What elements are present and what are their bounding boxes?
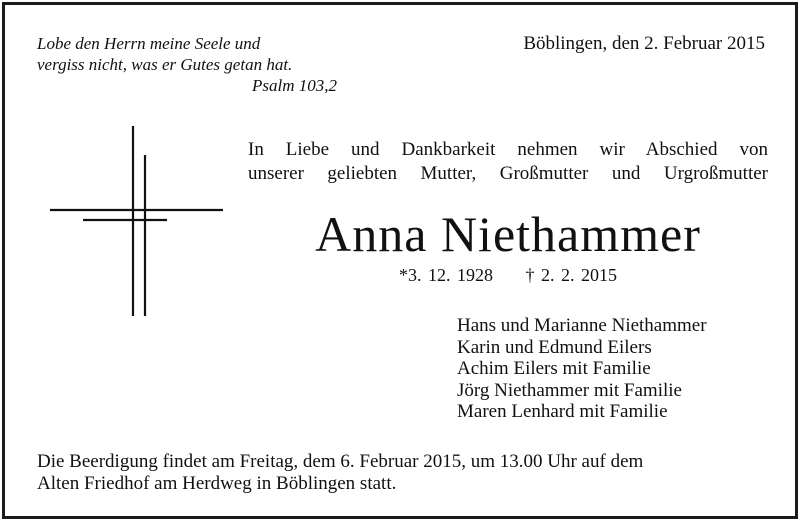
funeral-info [37, 451, 767, 495]
place-date: Böblingen, den 2. Februar 2015 [523, 33, 765, 54]
birth-date: *3. 12. 1928 [399, 265, 493, 285]
funeral-line: Alten Friedhof am Herdweg in Böblingen statt. [37, 473, 397, 494]
mourners-list [457, 315, 707, 423]
obituary-notice [2, 2, 798, 519]
mourner-entry: Achim Eilers mit Familie [457, 358, 651, 379]
funeral-line: Die Beerdigung findet am Freitag, dem 6. Februar 2015, um 13.00 Uhr auf dem [37, 451, 644, 472]
mourner-entry: Hans und Marianne Niethammer [457, 315, 707, 336]
intro-line: In Liebe und Dankbarkeit nehmen wir Abschied von [248, 139, 768, 160]
psalm-line: Lobe den Herrn meine Seele und [37, 34, 261, 53]
deceased-name: Anna Niethammer [315, 206, 701, 262]
mourner-entry: Karin und Edmund Eilers [457, 336, 652, 358]
mourner-entry: Maren Lenhard mit Familie [457, 401, 668, 422]
psalm-line: vergiss nicht, was er Gutes getan hat. [37, 55, 293, 74]
mourner-entry: Jörg Niethammer mit Familie [457, 379, 682, 401]
cross-icon [45, 123, 225, 323]
psalm-reference: Psalm 103,2 [252, 76, 337, 95]
psalm-quote [37, 33, 337, 96]
life-dates [248, 265, 768, 286]
intro-line: unserer geliebten Mutter, Großmutter und Urgroßmutter [248, 163, 768, 184]
death-date: † 2. 2. 2015 [525, 265, 617, 285]
intro-text [248, 138, 768, 186]
